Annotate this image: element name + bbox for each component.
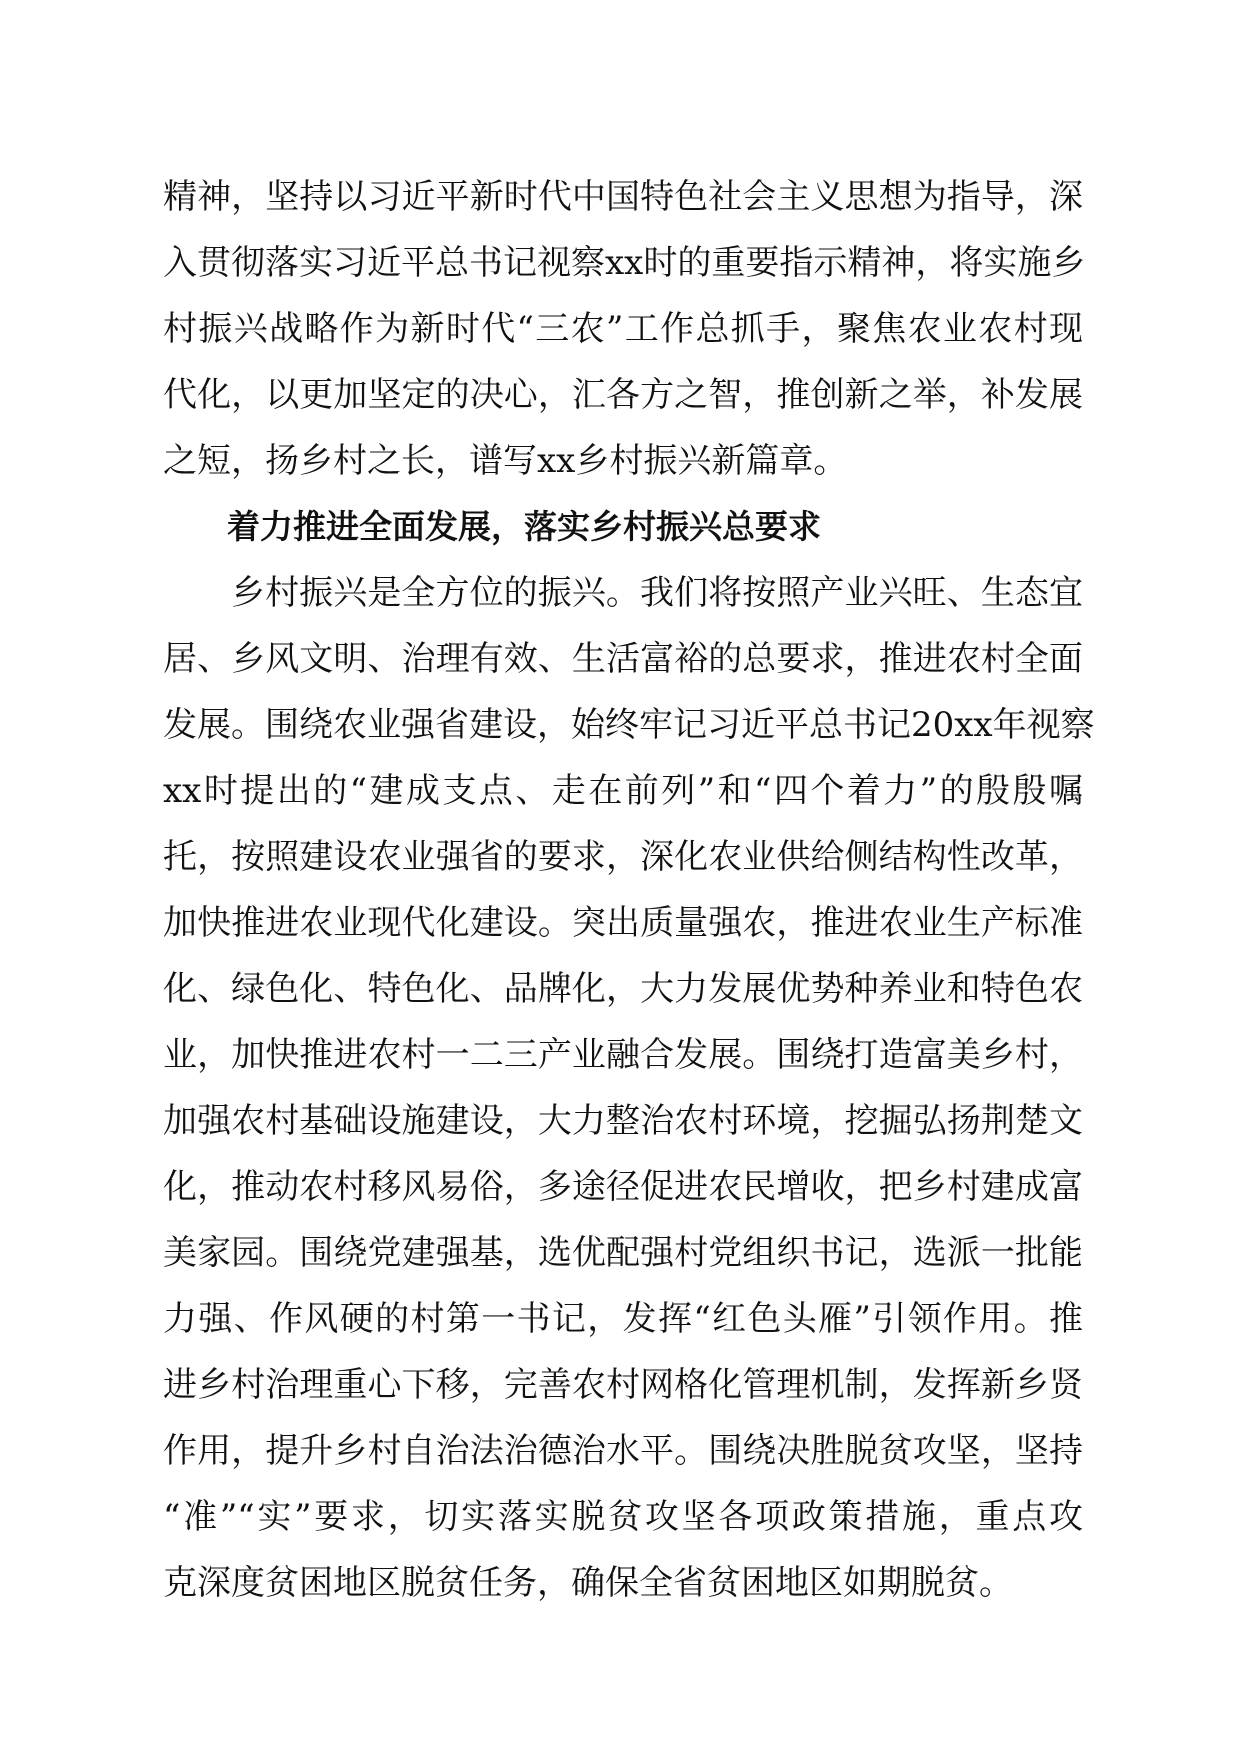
section-heading: 着力推进全面发展，落实乡村振兴总要求 (227, 507, 821, 546)
paragraph-line: 发展。围绕农业强省建设，始终牢记习近平总书记20xx年视察 (163, 705, 1095, 745)
paragraph-line: 加快推进农业现代化建设。突出质量强农，推进农业生产标准 (163, 903, 1083, 943)
paragraph-line: 乡村振兴是全方位的振兴。我们将按照产业兴旺、生态宜 (231, 573, 1083, 613)
paragraph-line: 托，按照建设农业强省的要求，深化农业供给侧结构性改革， (163, 837, 1083, 877)
paragraph-line: 入贯彻落实习近平总书记视察xx时的重要指示精神，将实施乡 (163, 243, 1086, 283)
paragraph-line: 克深度贫困地区脱贫任务，确保全省贫困地区如期脱贫。 (163, 1563, 1013, 1603)
paragraph-line: 代化，以更加坚定的决心，汇各方之智，推创新之举，补发展 (163, 375, 1083, 415)
paragraph-body (163, 560, 1095, 1616)
paragraph-line: 精神，坚持以习近平新时代中国特色社会主义思想为指导，深 (163, 177, 1083, 217)
paragraph-line: 居、乡风文明、治理有效、生活富裕的总要求，推进农村全面 (163, 639, 1083, 679)
paragraph-line: 村振兴战略作为新时代“三农”工作总抓手，聚焦农业农村现 (163, 309, 1083, 349)
paragraph-continuation (163, 164, 1086, 494)
paragraph-line: 业，加快推进农村一二三产业融合发展。围绕打造富美乡村， (163, 1035, 1083, 1075)
paragraph-line: 力强、作风硬的村第一书记，发挥“红色头雁”引领作用。推 (163, 1299, 1083, 1339)
paragraph-line: 化、绿色化、特色化、品牌化，大力发展优势种养业和特色农 (163, 969, 1083, 1009)
paragraph-line: xx时提出的“建成支点、走在前列”和“四个着力”的殷殷嘱 (163, 771, 1083, 811)
paragraph-line: 加强农村基础设施建设，大力整治农村环境，挖掘弘扬荆楚文 (163, 1101, 1083, 1141)
paragraph-line: “准”“实”要求，切实落实脱贫攻坚各项政策措施，重点攻 (163, 1497, 1083, 1537)
paragraph-line: 化，推动农村移风易俗，多途径促进农民增收，把乡村建成富 (163, 1167, 1083, 1207)
paragraph-line: 之短，扬乡村之长，谱写xx乡村振兴新篇章。 (163, 441, 848, 481)
document-body (163, 164, 1095, 1616)
paragraph-line: 进乡村治理重心下移，完善农村网格化管理机制，发挥新乡贤 (163, 1365, 1083, 1405)
paragraph-line: 作用，提升乡村自治法治德治水平。围绕决胜脱贫攻坚，坚持 (163, 1431, 1083, 1471)
paragraph-line: 美家园。围绕党建强基，选优配强村党组织书记，选派一批能 (163, 1233, 1083, 1273)
